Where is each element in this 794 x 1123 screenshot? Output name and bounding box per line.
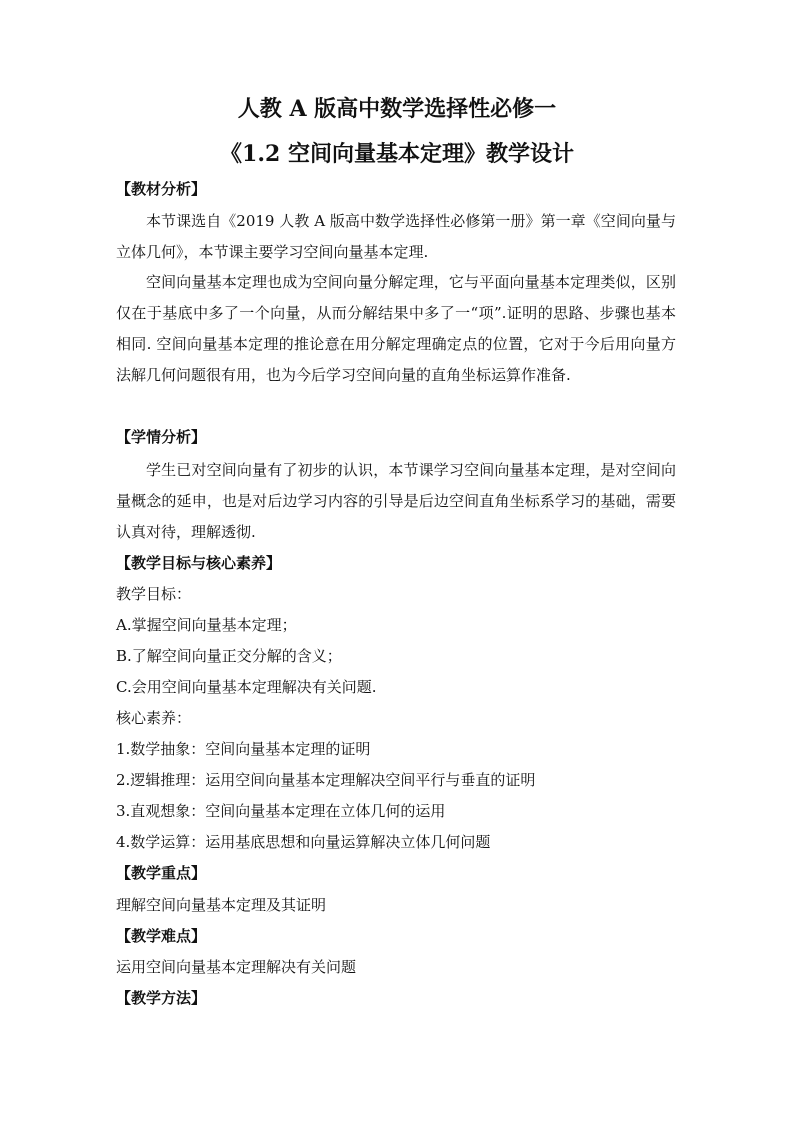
core-literacy-item-2: 2.逻辑推理：运用空间向量基本定理解决空间平行与垂直的证明 bbox=[116, 771, 536, 789]
section-heading-teaching-method: 【教学方法】 bbox=[116, 989, 207, 1007]
material-analysis-paragraph-1: 本节课选自《2019 人教 A 版高中数学选择性必修第一册》第一章《空间向量与立体几何》，本节课主要学习空间向量基本定理. bbox=[116, 212, 676, 261]
core-literacy-item-1: 1.数学抽象：空间向量基本定理的证明 bbox=[116, 740, 371, 758]
material-analysis-paragraph-2: 空间向量基本定理也成为空间向量分解定理，它与平面向量基本定理类似，区别仅在于基底中多了一个向量，从而分解结果中多了一“项”.证明的思路、步骤也基本相同. 空间向量基本定理的推论意在用分解定理确定点的位置，它对于今后用向量方法解几何问题很有用，也为今后学习空间向量的直角坐标运算作准备. bbox=[116, 273, 676, 384]
document-title-line2: 《1.2 空间向量基本定理》教学设计 bbox=[220, 141, 574, 167]
goal-item-b: B.了解空间向量正交分解的含义； bbox=[116, 647, 342, 665]
section-heading-student-analysis: 【学情分析】 bbox=[116, 428, 207, 446]
difficulties-text: 运用空间向量基本定理解决有关问题 bbox=[116, 958, 357, 976]
core-literacy-item-3: 3.直观想象：空间向量基本定理在立体几何的运用 bbox=[116, 802, 446, 820]
student-analysis-paragraph: 学生已对空间向量有了初步的认识，本节课学习空间向量基本定理，是对空间向量概念的延申，也是对后边学习内容的引导是后边空间直角坐标系学习的基础，需要认真对待，理解透彻. bbox=[116, 461, 676, 541]
key-points-text: 理解空间向量基本定理及其证明 bbox=[116, 896, 327, 914]
goals-label: 教学目标： bbox=[116, 585, 192, 603]
core-literacy-item-4: 4.数学运算：运用基底思想和向量运算解决立体几何问题 bbox=[116, 833, 491, 851]
section-heading-material-analysis: 【教材分析】 bbox=[116, 180, 207, 198]
section-heading-goals: 【教学目标与核心素养】 bbox=[116, 554, 282, 572]
document-title-line1: 人教 A 版高中数学选择性必修一 bbox=[237, 96, 557, 122]
section-heading-key-points: 【教学重点】 bbox=[116, 864, 207, 882]
core-literacy-label: 核心素养： bbox=[116, 709, 192, 727]
goal-item-c: C.会用空间向量基本定理解决有关问题. bbox=[116, 678, 377, 696]
section-heading-difficulties: 【教学难点】 bbox=[116, 927, 207, 945]
goal-item-a: A.掌握空间向量基本定理； bbox=[116, 616, 297, 634]
